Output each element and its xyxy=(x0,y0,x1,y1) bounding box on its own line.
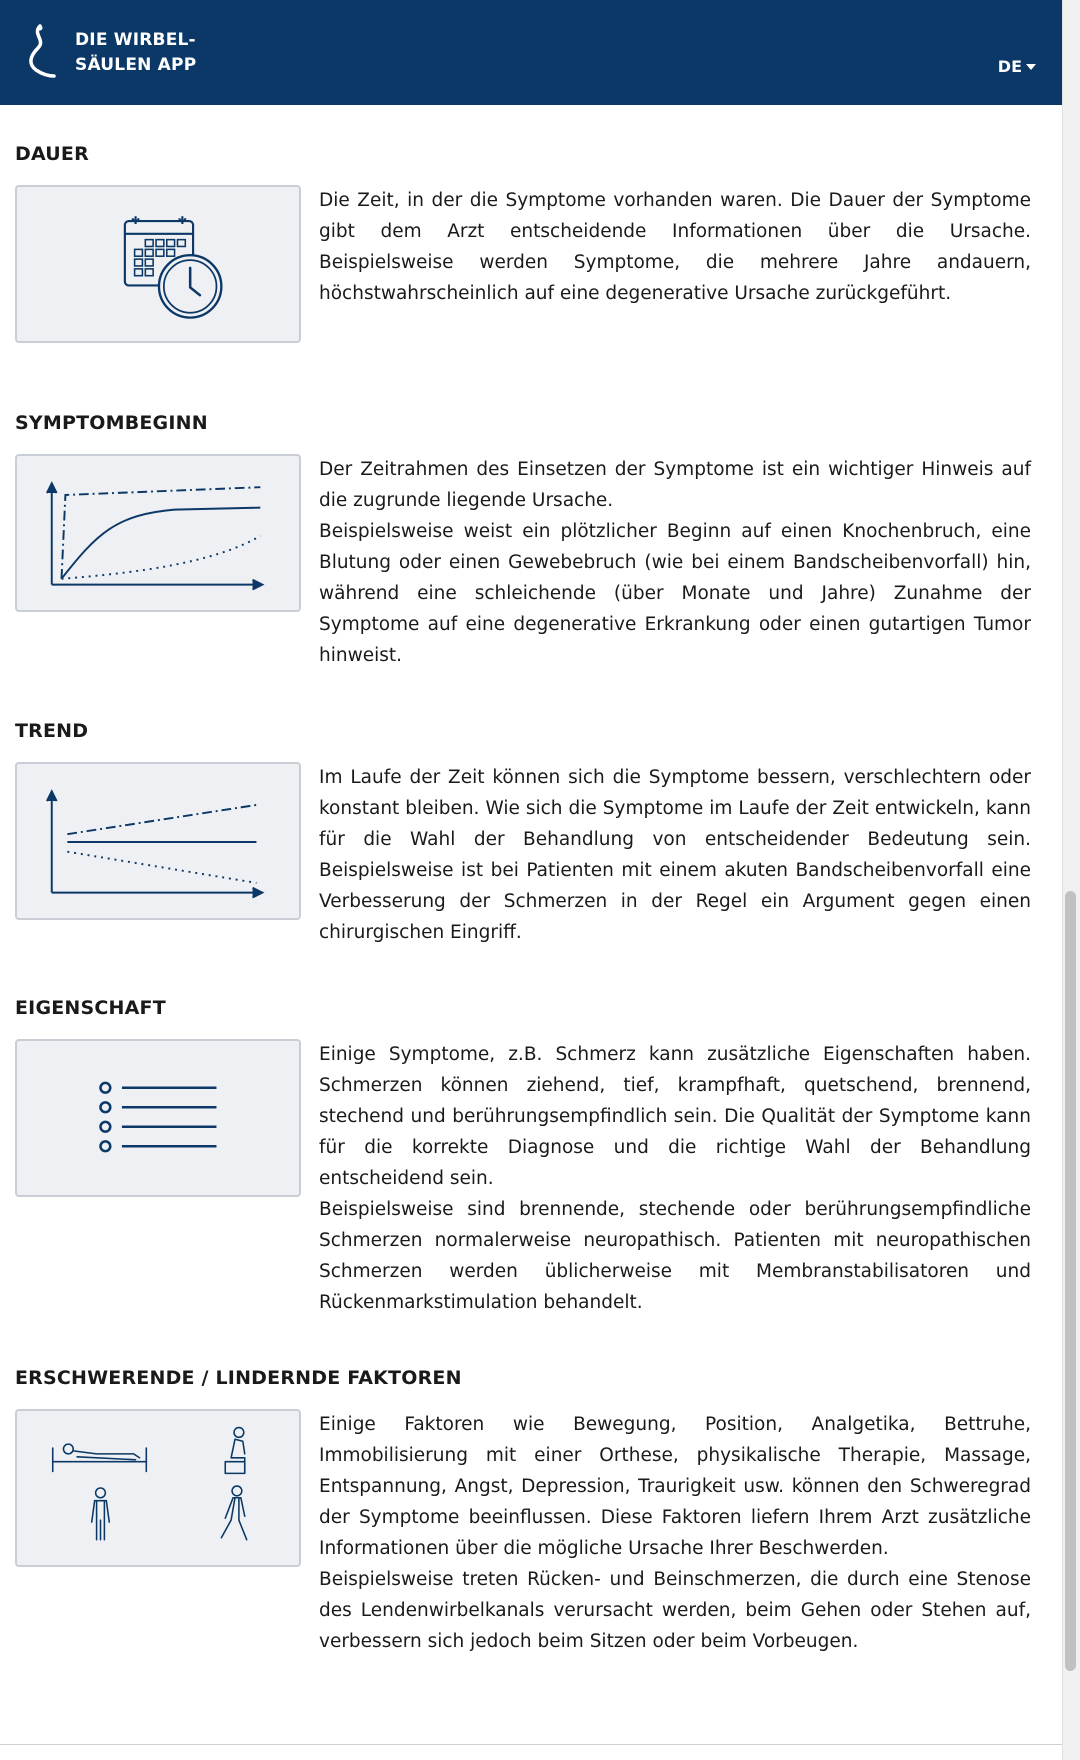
app-header xyxy=(0,0,1062,105)
onset-curves-chart-icon xyxy=(17,456,299,610)
paragraph: Im Laufe der Zeit können sich die Symptome bessern, verschlechtern oder konstant bleiben. Wie sich die Symptome im Laufe der Zeit entwickeln, kann für die Wahl der Behandlung von entscheidender Bedeutung sein. Beispielsweise ist bei Patienten mit einem akuten Bandscheibenvorfall eine Verbesserung der Schmerzen in der Regel ein Argument gegen einen chirurgischen Eingriff. xyxy=(319,767,1031,943)
scrollbar-thumb[interactable] xyxy=(1065,891,1076,1671)
app-title-line2: SÄULEN APP xyxy=(75,55,197,75)
calendar-clock-icon xyxy=(17,187,299,341)
section-heading: SYMPTOMBEGINN xyxy=(15,412,208,434)
section-heading: TREND xyxy=(15,720,89,742)
calendar-clock-card xyxy=(15,185,301,343)
section-faktoren xyxy=(15,1367,1031,1652)
paragraph: Einige Symptome, z.B. Schmerz kann zusätzliche Eigenschaften haben. Schmerzen können ziehend, tief, krampfhaft, quetschend, brennend, stechend und berührungsempfindlich sein. Die Qualität der Symptome kann für die korrekte Diagnose und die richtige Wahl der Behandlung entscheidend sein. xyxy=(319,1044,1031,1189)
footer-divider xyxy=(0,1744,1062,1745)
section-heading: ERSCHWERENDE / LINDERNDE FAKTOREN xyxy=(15,1367,462,1389)
section-trend xyxy=(15,720,1031,943)
section-dauer xyxy=(15,143,1031,304)
trend-card xyxy=(15,762,301,920)
body-positions-card xyxy=(15,1409,301,1567)
app-title[interactable] xyxy=(75,28,196,78)
paragraph: Der Zeitrahmen des Einsetzen der Symptome ist ein wichtiger Hinweis auf die zugrunde liegende Ursache. xyxy=(319,459,1031,511)
app-title-line1: DIE WIRBEL- xyxy=(75,30,196,50)
paragraph: Beispielsweise sind brennende, stechende oder berührungsempfindliche Schmerzen normalerweise neuropathisch. Patienten mit neuropathischen Schmerzen werden üblicherweise mit Membranstabilisatoren und Rückenmarkstimulation behandelt. xyxy=(319,1199,1031,1313)
paragraph: Beispielsweise treten Rücken- und Beinschmerzen, die durch eine Stenose des Lendenwirbelkanals verursacht werden, beim Gehen oder Stehen auf, verbessern sich jedoch beim Sitzen oder beim Vorbeugen. xyxy=(319,1569,1031,1652)
trend-lines-chart-icon xyxy=(17,764,299,918)
language-label: DE xyxy=(997,57,1022,76)
language-dropdown[interactable] xyxy=(998,57,1036,76)
section-text xyxy=(319,1409,1031,1657)
paragraph: Beispielsweise weist ein plötzlicher Beginn auf einen Knochenbruch, eine Blutung oder einen Gewebebruch (wie bei einem Bandscheibenvorfall) hin, während eine schleichende (über Monate und Jahre) Zunahme der Symptome auf eine degenerative Erkrankung oder einen gutartigen Tumor hinweist. xyxy=(319,521,1031,666)
list-icon xyxy=(17,1041,299,1195)
onset-card xyxy=(15,454,301,612)
list-card xyxy=(15,1039,301,1197)
paragraph: Die Zeit, in der die Symptome vorhanden waren. Die Dauer der Symptome gibt dem Arzt entscheidende Informationen über die Ursache. Beispielsweise werden Symptome, die mehrere Jahre andauern, höchstwahrscheinlich auf eine degenerative Ursache zurückgeführt. xyxy=(319,190,1031,304)
spine-logo-icon[interactable] xyxy=(18,24,58,80)
section-text xyxy=(319,454,1031,671)
section-symptombeginn xyxy=(15,412,1031,666)
section-eigenschaft xyxy=(15,997,1031,1313)
section-heading: DAUER xyxy=(15,143,89,165)
chevron-down-icon xyxy=(1026,64,1036,70)
section-text xyxy=(319,1039,1031,1318)
section-text xyxy=(319,185,1031,309)
paragraph: Einige Faktoren wie Bewegung, Position, Analgetika, Bettruhe, Immobilisierung mit einer Orthese, physikalische Therapie, Massage, Entspannung, Angst, Depression, Traurigkeit usw. können den Schweregrad der Symptome beeinflussen. Diese Faktoren liefern Ihrem Arzt zusätzliche Informationen über die mögliche Ursache Ihrer Beschwerden. xyxy=(319,1414,1031,1559)
section-heading: EIGENSCHAFT xyxy=(15,997,166,1019)
body-positions-icon xyxy=(17,1411,299,1565)
section-text xyxy=(319,762,1031,948)
